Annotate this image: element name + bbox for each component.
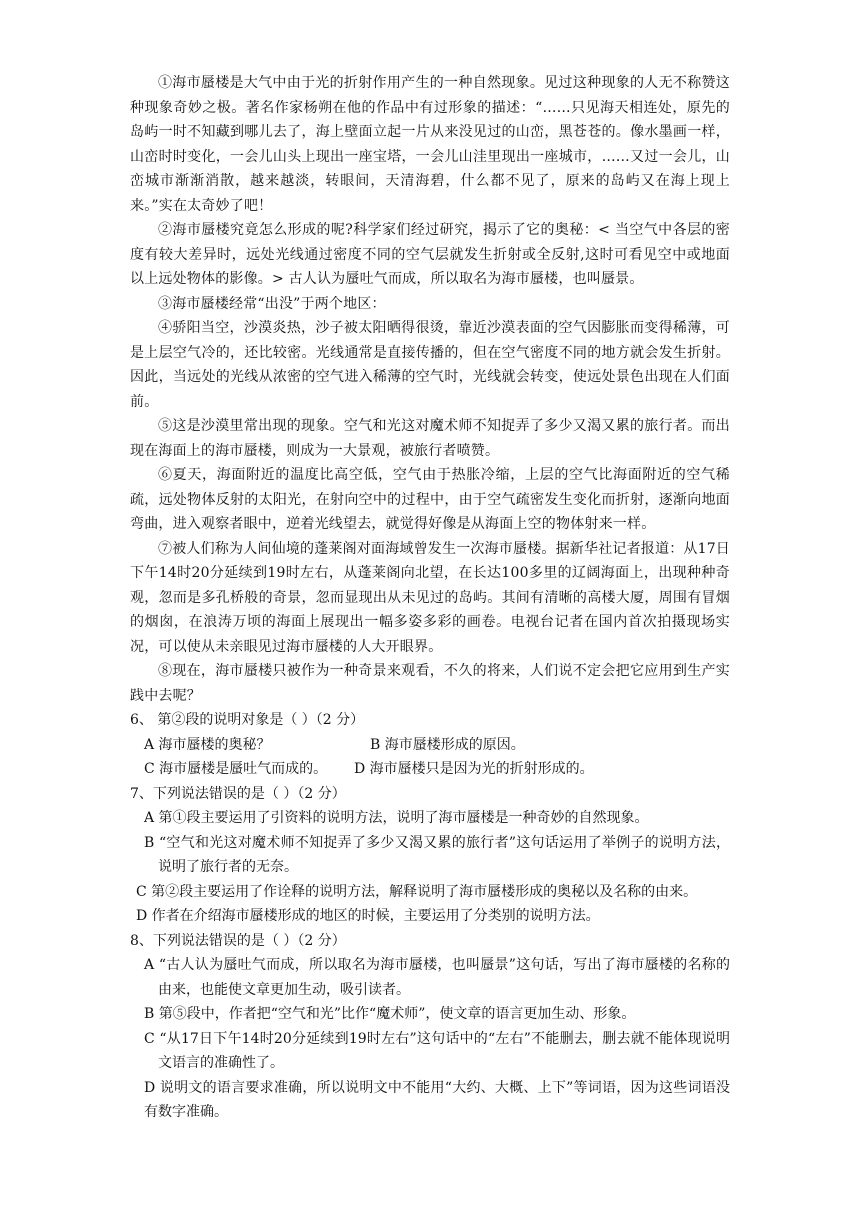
question-6: [130, 708, 730, 782]
question-6-option-b: B 海市蜃楼形成的原因。: [370, 736, 525, 753]
passage-paragraph-1: ①海市蜃楼是大气中由于光的折射作用产生的一种自然现象。见过这种现象的人无不称赞这种现象奇妙之极。著名作家杨朔在他的作品中有过形象的描述：“……只见海天相连处，原先的岛屿一时不知藏到哪儿去了，海上壁面立起一片从来没见过的山峦，黑苍苍的。像水墨画一样，山峦时时变化，一会儿山头上现出一座宝塔，一会儿山洼里现出一座城市，……又过一会儿，山峦城市渐渐消散，越来越淡，转眼间，天清海碧，什么都不见了，原来的岛屿又在海上现上来。”实在太奇妙了吧！: [130, 75, 730, 214]
question-8-option-a: A “古人认为蜃吐气而成，所以取名为海市蜃楼，也叫蜃景”这句话，写出了海市蜃楼的名称的由来，也能使文章更加生动，吸引读者。: [144, 957, 730, 998]
passage-paragraph-6: ⑥夏天，海面附近的温度比高空低，空气由于热胀冷缩，上层的空气比海面附近的空气稀疏，远处物体反射的太阳光，在射向空中的过程中，由于空气疏密发生变化而折射，逐渐向地面弯曲，进入观察者眼中，逆着光线望去，就觉得好像是从海面上空的物体射来一样。: [130, 467, 730, 532]
question-7: [130, 782, 730, 929]
question-6-options-row-1: [130, 733, 730, 758]
question-6-options-row-2: [130, 757, 730, 782]
question-7-option-c: C 第②段主要运用了作诠释的说明方法，解释说明了海市蜃楼形成的奥秘以及名称的由来。: [136, 883, 698, 900]
question-7-option-d: D 作者在介绍海市蜃楼形成的地区的时候，主要运用了分类别的说明方法。: [136, 908, 600, 924]
passage-paragraph-3: ③海市蜃楼经常“出没”于两个地区：: [158, 295, 386, 312]
question-6-option-d: D 海市蜃楼只是因为光的折射形成的。: [354, 761, 594, 777]
passage-paragraph-8: ⑧现在，海市蜃楼只被作为一种奇景来观看，不久的将来，人们说不定会把它应用到生产实践中去呢？: [130, 663, 730, 704]
question-8-option-d: D 说明文的语言要求准确，所以说明文中不能用“大约、大概、上下”等词语，因为这些词语没有数字准确。: [144, 1079, 730, 1120]
question-7-option-b: B “空气和光这对魔术师不知捉弄了多少又渴又累的旅行者”这句话运用了举例子的说明方法，说明了旅行者的无奈。: [144, 834, 730, 875]
question-6-option-c: C 海市蜃楼是蜃吐气而成的。: [144, 761, 328, 777]
passage-paragraph-7: ⑦被人们称为人间仙境的蓬莱阁对面海域曾发生一次海市蜃楼。据新华社记者报道：从17日下午14时20分延续到19时左右，从蓬莱阁向北望，在长达100多里的辽阔海面上，出现种种奇观，忽而是多孔桥般的奇景，忽而显现出从未见过的岛屿。其间有清晰的高楼大厦，周围有冒烟的烟囱，在浪涛万顷的海面上展现出一幅多姿多彩的画卷。电视台记者在国内首次拍摄现场实况，可以使从未亲眼见过海市蜃楼的人大开眼界。: [130, 540, 731, 655]
question-8: [130, 929, 730, 1125]
question-6-title: 6、 第②段的说明对象是（ ）（2 分）: [130, 712, 365, 728]
exam-page: [130, 71, 730, 1125]
question-8-option-b: B 第⑤段中，作者把“空气和光”比作“魔术师”，使文章的语言更加生动、形象。: [144, 1006, 636, 1022]
passage-paragraph-5: ⑤这是沙漠里常出现的现象。空气和光这对魔术师不知捉弄了多少又渴又累的旅行者。而出现在海面上的海市蜃楼，则成为一大景观，被旅行者喷赞。: [130, 418, 730, 459]
question-6-option-a: A 海市蜃楼的奥秘？: [144, 736, 271, 753]
passage-paragraph-2: ②海市蜃楼究竟怎么形成的呢?科学家们经过研究，揭示了它的奥秘：< 当空气中各层的密度有较大差异时，远处光线通过密度不同的空气层就发生折射或全反射,这时可看见空中或地面以上远处物体的影像。> 古人认为蜃吐气而成，所以取名为海市蜃楼，也叫蜃景。: [130, 222, 730, 287]
question-8-title: 8、下列说法错误的是（ ）（2 分）: [130, 932, 346, 949]
passage-paragraph-4: ④骄阳当空，沙漠炎热，沙子被太阳晒得很烫，靠近沙漠表面的空气因膨胀而变得稀薄，可是上层空气冷的，还比较密。光线通常是直接传播的，但在空气密度不同的地方就会发生折射。因此，当远处的光线从浓密的空气进入稀薄的空气时，光线就会转变，使远处景色出现在人们面前。: [130, 320, 730, 410]
question-7-option-a: A 第①段主要运用了引资料的说明方法，说明了海市蜃楼是一种奇妙的自然现象。: [144, 810, 649, 826]
question-7-title: 7、下列说法错误的是（ ）（2 分）: [130, 785, 346, 802]
question-8-option-c: C “从17日下午14时20分延续到19时左右”这句话中的“左右”不能删去，删去就不能体现说明文语言的准确性了。: [144, 1030, 730, 1071]
